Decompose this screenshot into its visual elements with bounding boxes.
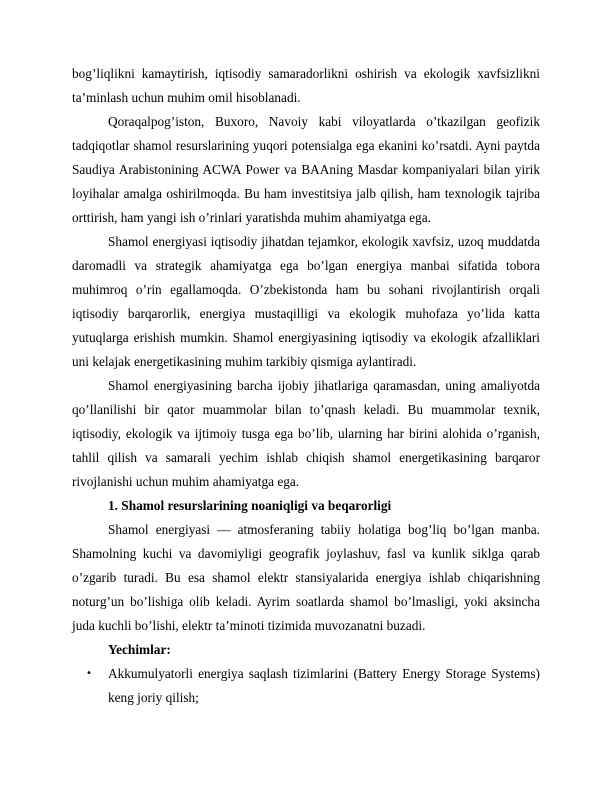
list-item-text: Akkumulyatorli energiya saqlash tizimlarini (Battery Energy Storage Systems) keng joriy qilish; bbox=[108, 666, 540, 705]
solutions-label: Yechimlar: bbox=[108, 642, 171, 657]
paragraph-economic-benefits: Shamol energiyasi iqtisodiy jihatdan tejamkor, ekologik xavfsiz, uzoq muddatda daromadli va strategik ahamiyatga ega bo’lgan energiya manbai sifatida tobora muhimroq o’rin egallamoqda. O’zbekistonda ham bu sohani rivojlantirish orqali iqtisodiy barqarorlik, energiya mustaqilligi va ekologik muhofaza yo’lida katta yutuqlarga erishish mumkin. Shamol energiyasining iqtisodiy va ekologik afzalliklari uni kelajak energetikasining muhim tarkibiy qismiga aylantiradi. bbox=[72, 234, 540, 369]
solutions-list bbox=[72, 662, 540, 710]
bullet-icon: • bbox=[86, 668, 92, 679]
paragraph-regions-potential: Qoraqalpog’iston, Buxoro, Navoiy kabi viloyatlarda o’tkazilgan geofizik tadqiqotlar shamol resurslarining yuqori potensialga ega ekanini ko’rsatdi. Ayni paytda Saudiya Arabistonining ACWA Power va BAAning Masdar kompaniyalari bilan yirik loyihalar amalga oshirilmoqda. Bu ham investitsiya jalb qilish, ham texnologik tajriba orttirish, ham yangi ish o’rinlari yaratishda muhim ahamiyatga ega. bbox=[72, 114, 540, 225]
paragraph-wind-variability: Shamol energiyasi — atmosferaning tabiiy holatiga bog’liq bo’lgan manba. Shamolning kuchi va davomiyligi geografik joylashuv, fasl va kunlik siklga qarab o’zgarib turadi. Bu esa shamol elektr stansiyalarida energiya ishlab chiqarishning noturg’un bo’lishiga olib keladi. Ayrim soatlarda shamol bo’lmasligi, yoki aksincha juda kuchli bo’lishi, elektr ta’minoti tizimida muvozanatni buzadi. bbox=[72, 522, 540, 633]
paragraph-intro-continuation: bog’liqlikni kamaytirish, iqtisodiy samaradorlikni oshirish va ekologik xavfsizlikni ta’minlash uchun muhim omil hisoblanadi. bbox=[72, 66, 540, 105]
section-heading: 1. Shamol resurslarining noaniqligi va beqarorligi bbox=[108, 498, 392, 513]
document-page bbox=[72, 62, 540, 710]
paragraph-problems-intro: Shamol energiyasining barcha ijobiy jihatlariga qaramasdan, uning amaliyotda qo’llanilishi bir qator muammolar bilan to’qnash keladi. Bu muammolar texnik, iqtisodiy, ekologik va ijtimoiy tusga ega bo’lib, ularning har birini alohida o’rganish, tahlil qilish va samarali yechim ishlab chiqish shamol energetikasining barqaror rivojlanishi uchun muhim ahamiyatga ega. bbox=[72, 378, 540, 489]
list-item bbox=[72, 662, 540, 710]
